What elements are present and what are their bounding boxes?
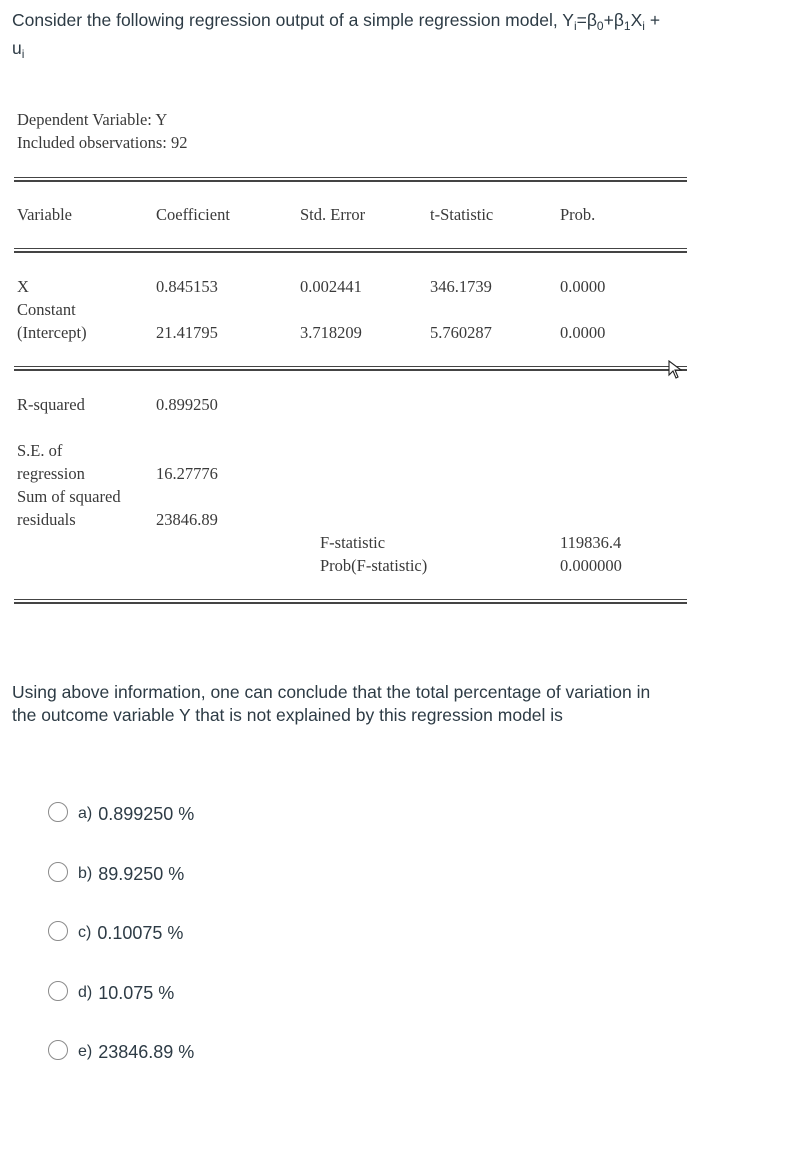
table-row-x-coefficient: 0.845153 bbox=[156, 277, 218, 296]
prompt-line-1: Using above information, one can conclude that the total percentage of variation in bbox=[12, 682, 651, 702]
se-regression-label-2: regression bbox=[17, 464, 85, 483]
table-row-x-std-error: 0.002441 bbox=[300, 277, 362, 296]
se-regression-value: 16.27776 bbox=[156, 464, 218, 483]
error-term-label: u bbox=[12, 38, 22, 58]
table-row-constant-t-stat: 5.760287 bbox=[430, 323, 492, 342]
ssr-label-2: residuals bbox=[17, 510, 76, 529]
middle-rule-thick bbox=[14, 369, 687, 371]
r-squared-value: 0.899250 bbox=[156, 395, 218, 414]
question-text: Consider the following regression output of a simple regression model, $Y_i=\beta_0+\beta_1X_i$ + bbox=[12, 10, 661, 33]
option-b-text: 89.9250 % bbox=[98, 864, 185, 884]
table-row-x-variable: X bbox=[17, 277, 29, 296]
option-a-letter: a) bbox=[78, 805, 93, 822]
col-header-variable: Variable bbox=[17, 205, 72, 224]
question-model-tail: + bbox=[649, 10, 661, 30]
option-e-radio[interactable] bbox=[48, 1040, 68, 1060]
option-d-letter: d) bbox=[78, 984, 93, 1001]
option-b[interactable] bbox=[78, 864, 184, 885]
col-header-coefficient: Coefficient bbox=[156, 205, 230, 224]
table-top-rule-thick bbox=[14, 180, 687, 182]
f-statistic-label: F-statistic bbox=[320, 533, 386, 552]
option-a[interactable] bbox=[78, 804, 194, 825]
dependent-variable: Dependent Variable: Y bbox=[17, 110, 168, 129]
option-a-radio[interactable] bbox=[48, 802, 68, 822]
option-a-text: 0.899250 % bbox=[98, 804, 195, 824]
option-c[interactable] bbox=[78, 923, 183, 944]
table-top-rule bbox=[14, 177, 687, 178]
option-b-letter: b) bbox=[78, 865, 93, 882]
option-c-radio[interactable] bbox=[48, 921, 68, 941]
table-row-constant-std-error: 3.718209 bbox=[300, 323, 362, 342]
se-regression-label-1: S.E. of bbox=[17, 441, 63, 460]
option-b-radio[interactable] bbox=[48, 862, 68, 882]
middle-rule bbox=[14, 366, 687, 367]
ssr-value: 23846.89 bbox=[156, 510, 218, 529]
prob-f-value: 0.000000 bbox=[560, 556, 622, 575]
option-c-text: 0.10075 % bbox=[97, 923, 184, 943]
option-e-text: 23846.89 % bbox=[98, 1042, 195, 1062]
table-row-x-prob: 0.0000 bbox=[560, 277, 606, 296]
r-squared-label: R-squared bbox=[17, 395, 85, 414]
col-header-prob: Prob. bbox=[560, 205, 596, 224]
option-d[interactable] bbox=[78, 983, 174, 1004]
mouse-cursor-icon bbox=[668, 360, 686, 380]
option-d-radio[interactable] bbox=[48, 981, 68, 1001]
question-intro: Consider the following regression output of a simple regression model, Y bbox=[12, 10, 574, 30]
included-observations: Included observations: 92 bbox=[17, 133, 188, 152]
prob-f-label: Prob(F-statistic) bbox=[320, 556, 428, 575]
col-header-std-error: Std. Error bbox=[300, 205, 366, 224]
option-e[interactable] bbox=[78, 1042, 194, 1063]
prompt-line-2: the outcome variable Y that is not explained by this regression model is bbox=[12, 705, 563, 725]
option-d-text: 10.075 % bbox=[98, 983, 175, 1003]
table-row-constant-coefficient: 21.41795 bbox=[156, 323, 218, 342]
bottom-rule-thick bbox=[14, 602, 687, 604]
error-term: $u_i$ bbox=[12, 38, 25, 61]
table-row-constant-prob: 0.0000 bbox=[560, 323, 606, 342]
header-rule-thick bbox=[14, 251, 687, 253]
f-statistic-value: 119836.4 bbox=[560, 533, 622, 552]
table-row-intercept-label: (Intercept) bbox=[17, 323, 87, 342]
option-e-letter: e) bbox=[78, 1043, 93, 1060]
option-c-letter: c) bbox=[78, 924, 92, 941]
col-header-t-statistic: t-Statistic bbox=[430, 205, 494, 224]
table-row-constant-label: Constant bbox=[17, 300, 76, 319]
table-row-x-t-stat: 346.1739 bbox=[430, 277, 492, 296]
ssr-label-1: Sum of squared bbox=[17, 487, 121, 506]
bottom-rule bbox=[14, 599, 687, 600]
header-rule bbox=[14, 248, 687, 249]
